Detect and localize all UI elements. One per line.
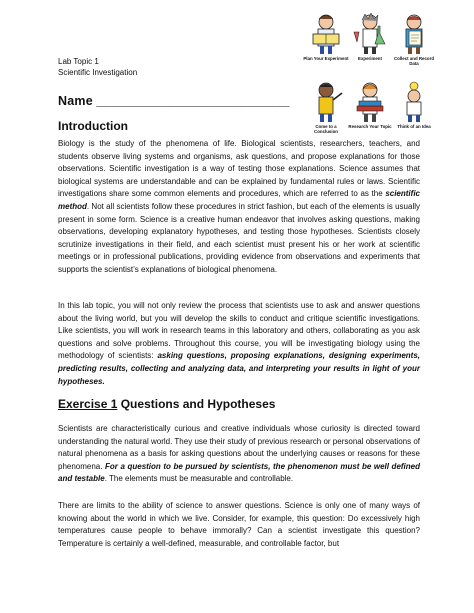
- scientist-clipboard-icon: [395, 12, 433, 56]
- lightbulb-idea-icon: [395, 80, 433, 124]
- scientist-pointing-icon: [307, 80, 345, 124]
- cartoon-research: [348, 80, 392, 140]
- text-run: . Not all scientists follow these procedures in strict fashion, but each of the elements is usually present in some form. Science is a creative human endeavor that involves asking questions, making observations, developing explanatory hypotheses, and testing those hypotheses. Scientists closely scrutinize investigations in their field, and each scientist must present his or her work at scientific meetings or in professional publications, providing evidence from observations and experiments that supports the scientist’s explanations of biological phenomena.: [58, 201, 420, 274]
- exercise-number: Exercise 1: [58, 397, 118, 411]
- cartoon-experiment: [351, 12, 389, 72]
- scientist-flask-icon: [351, 12, 389, 56]
- exercise-paragraph-1: [58, 423, 420, 486]
- cartoon-caption: Come to a Conclusion: [314, 124, 338, 134]
- text-run: . The elements must be measurable and controllable.: [104, 474, 294, 484]
- cartoon-caption: Think of an Idea: [397, 124, 431, 129]
- text-run: Biology is the study of the phenomena of life. Biological scientists, researchers, teachers, and students observe living systems and organisms, ask questions, and propose explanations for those observations. Scientific investigation is a way of testing those explanations. Science assumes that biological systems are understandable and can be explained by fundamental rules or laws. Scientific investigations share some common elements and procedures, which are referred to as the: [58, 139, 420, 199]
- student-name-field[interactable]: Name ___________________________: [58, 94, 290, 108]
- cartoon-caption: Plan Your Experiment: [303, 56, 349, 61]
- lab-subtitle: Scientific Investigation: [58, 68, 138, 77]
- cartoon-collect-data: [395, 12, 433, 72]
- intro-paragraph-1: [58, 138, 420, 277]
- exercise-title: Questions and Hypotheses: [117, 397, 276, 411]
- lab-topic-label: Lab Topic 1: [58, 57, 99, 66]
- text-run: Scientists are characteristically curious and creative individuals whose curiosity is directed toward understanding the natural world. They use their study of previous research or personal observations of natural phenomena as a basis for asking questions about the underlying causes or reasons for these phenomena.: [58, 424, 420, 471]
- introduction-heading: Introduction: [58, 119, 128, 133]
- cartoon-caption: Experiment: [358, 56, 382, 61]
- scientific-method-term: scientific method: [58, 189, 420, 211]
- scientific-method-cartoons: [305, 12, 435, 144]
- emphasis-text: For a question to be pursued by scientists, the phenomenon must be well defined and testable: [58, 461, 420, 484]
- cartoon-idea: [395, 80, 433, 140]
- cartoon-caption: Collect and Record Data: [393, 56, 434, 66]
- cartoon-plan-experiment: [303, 12, 349, 72]
- cartoon-conclusion: [307, 80, 345, 140]
- intro-paragraph-2: [58, 300, 420, 388]
- cartoon-caption: Research Your Topic: [348, 124, 392, 129]
- header: [58, 56, 137, 78]
- scientist-reading-icon: [307, 12, 345, 56]
- exercise-paragraph-2: There are limits to the ability of science to answer questions. Science is only one of many ways of knowing about the world in which we live. Consider, for example, this question: Do excessively high temperatures cause people to behave immorally? Can a scientist investigate this question? Temperature is certainly a well-defined, measurable, and controllable factor, but: [58, 501, 420, 548]
- methodology-list: asking questions, proposing explanations, designing experiments, predicting results, collecting and analyzing data, and interpreting your results in light of your hypotheses.: [58, 351, 420, 386]
- exercise-heading: [58, 397, 275, 411]
- scientist-books-icon: [351, 80, 389, 124]
- text-run: In this lab topic, you will not only review the process that scientists use to ask and answer questions about the living world, but you will develop the skills to conduct and critique scientific investigations. Like scientists, you will work in research teams in this laboratory and others, collaborating as you ask questions and solve problems. Throughout this course, you will be investigating biology using the methodology of scientists:: [58, 301, 420, 361]
